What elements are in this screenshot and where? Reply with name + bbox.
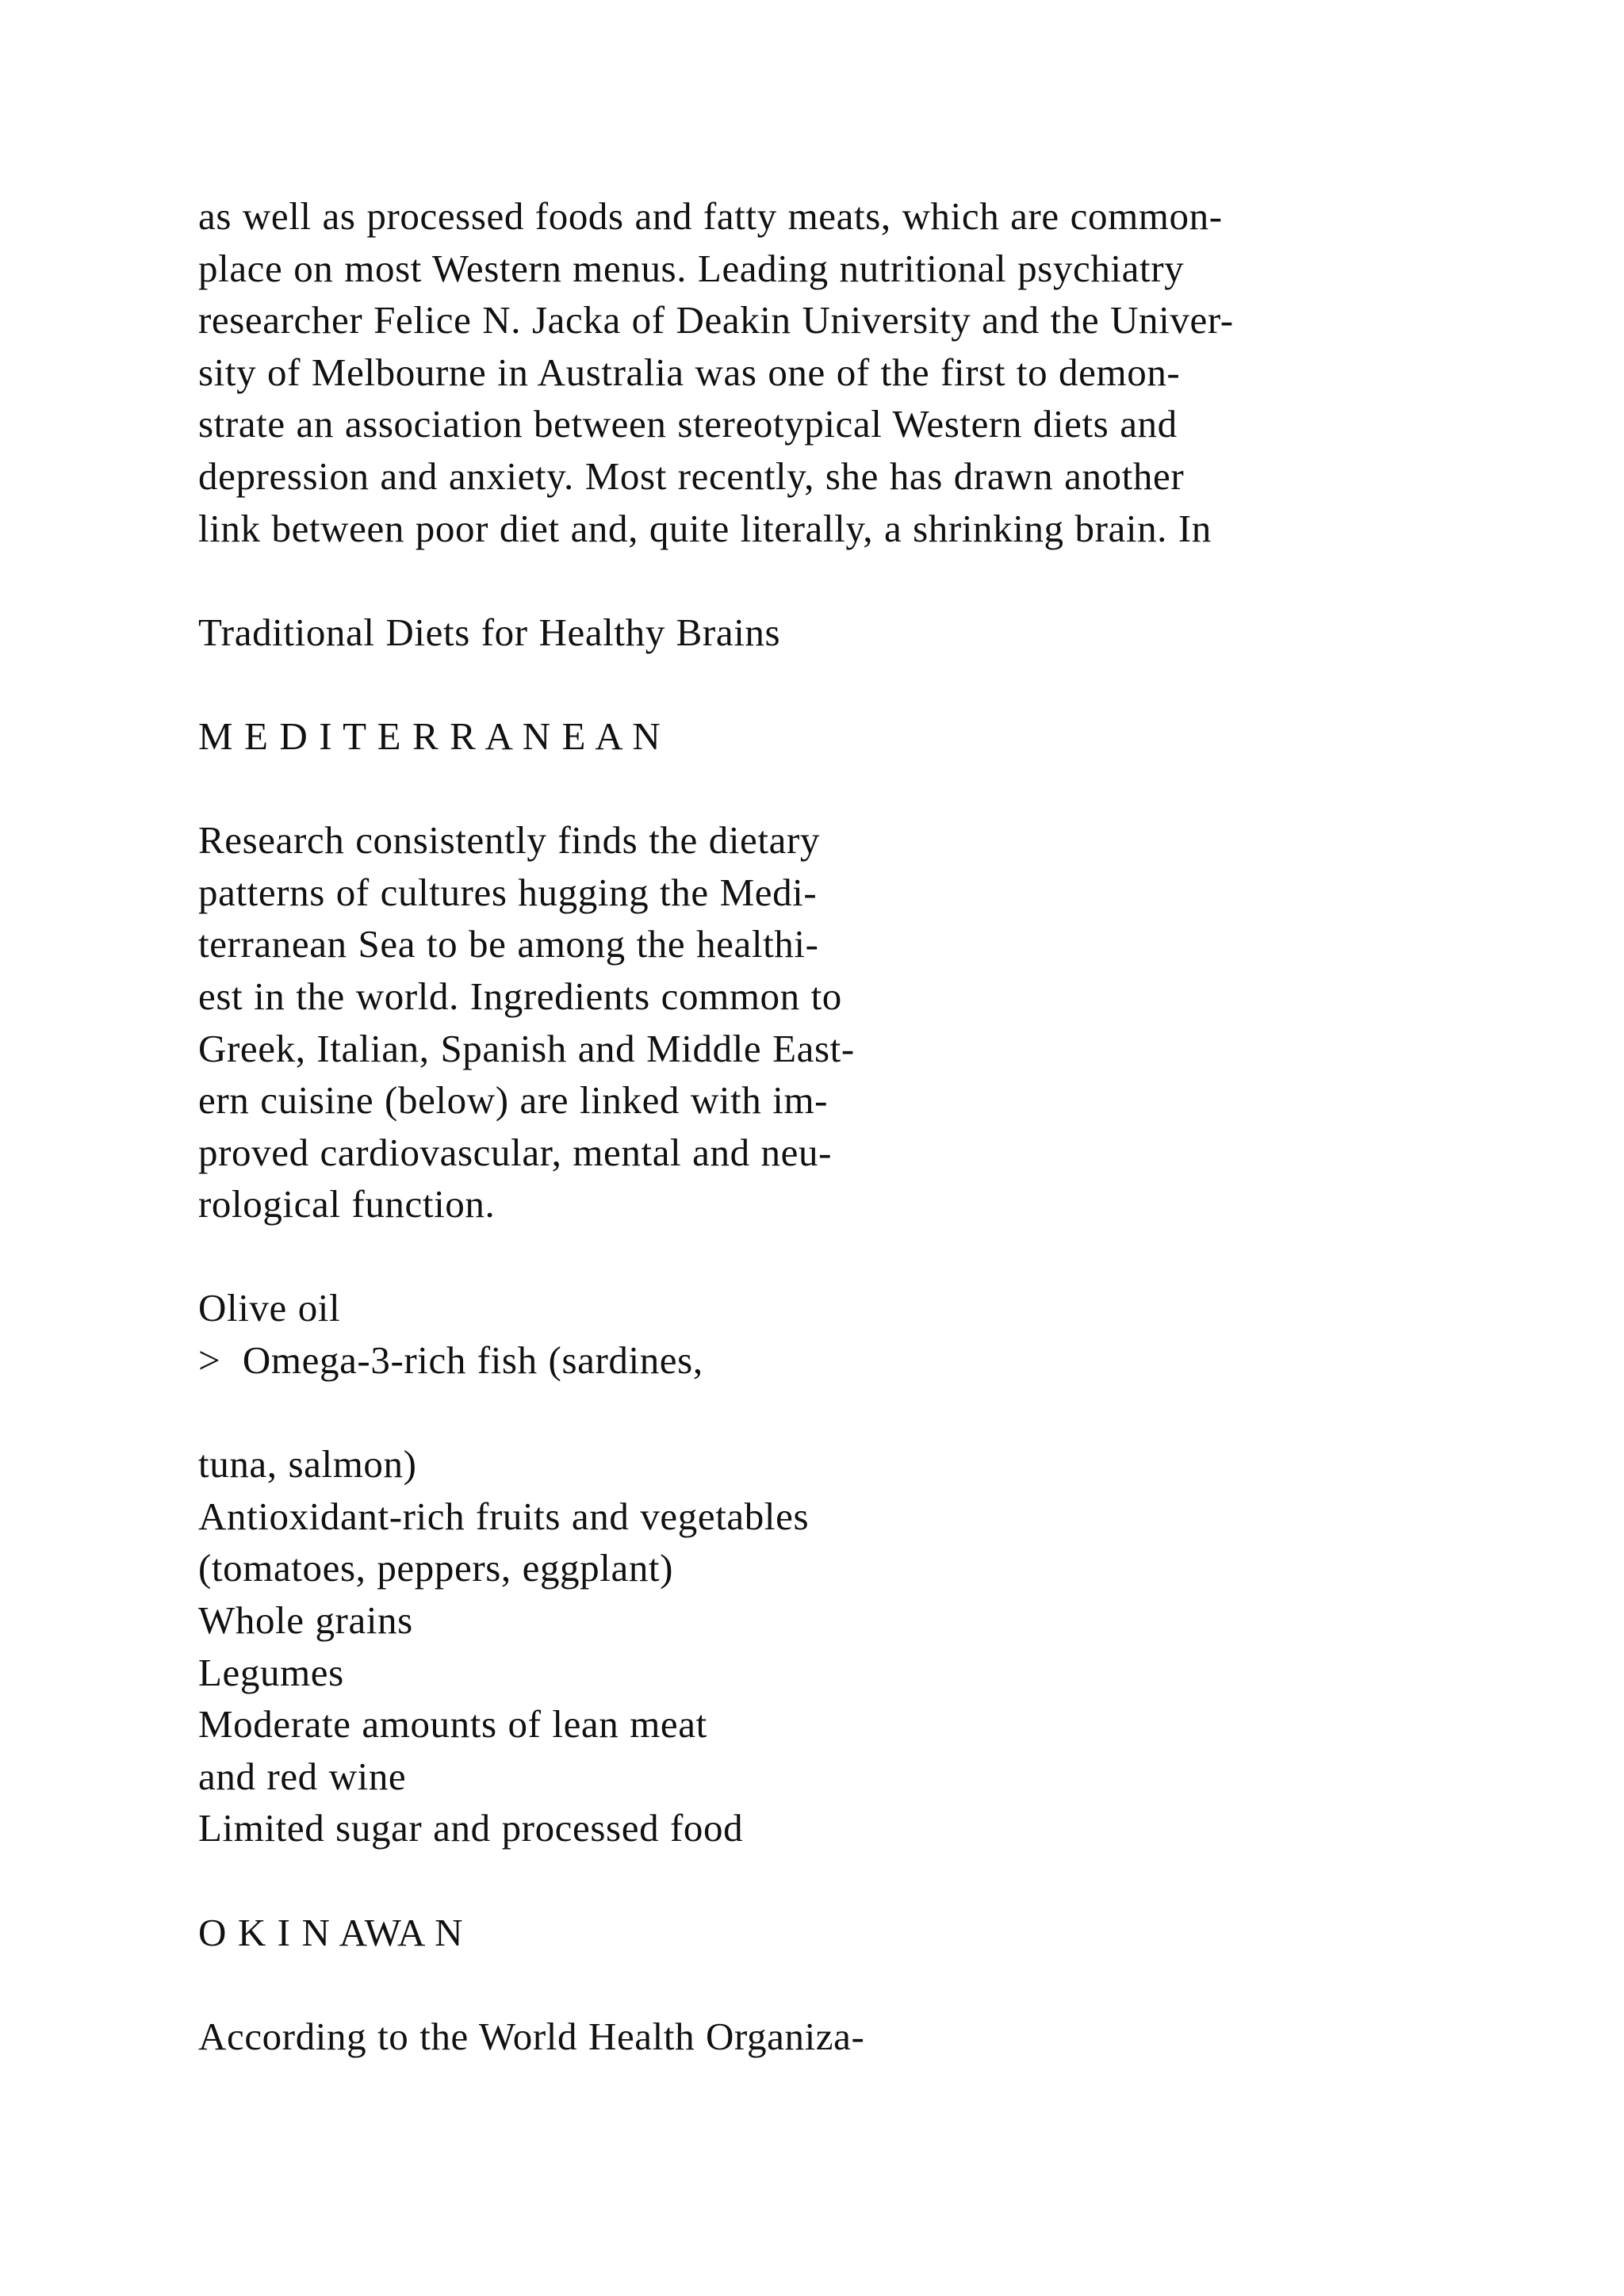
paragraph-line: According to the World Health Organiza-: [198, 2014, 865, 2058]
blank-line: [198, 554, 1499, 607]
list-item: (tomatoes, peppers, eggplant): [198, 1546, 674, 1590]
paragraph-line: strate an association between stereotypical Western diets and: [198, 402, 1178, 446]
list-item: > Omega-3-rich fish (sardines,: [198, 1338, 703, 1383]
paragraph-line: ern cuisine (below) are linked with im-: [198, 1078, 829, 1123]
blank-line: [198, 1958, 1499, 2011]
paragraph-line: place on most Western menus. Leading nutritional psychiatry: [198, 246, 1185, 290]
blank-line: [198, 1854, 1499, 1907]
mediterranean-list-a: [198, 1282, 1499, 1386]
paragraph-line: rological function.: [198, 1182, 496, 1226]
list-item: Legumes: [198, 1650, 344, 1694]
paragraph-line: Greek, Italian, Spanish and Middle East-: [198, 1026, 855, 1070]
okinawan-paragraph: [198, 2011, 1499, 2063]
paragraph-line: sity of Melbourne in Australia was one of the first to demon-: [198, 350, 1181, 394]
mediterranean-heading: M E D I T E R R A N E A N: [198, 714, 661, 758]
list-item: Antioxidant-rich fruits and vegetables: [198, 1494, 810, 1538]
list-item: tuna, salmon): [198, 1442, 417, 1487]
paragraph-line: researcher Felice N. Jacka of Deakin University and the Univer-: [198, 298, 1234, 342]
paragraph-line: depression and anxiety. Most recently, she has drawn another: [198, 453, 1185, 498]
blank-line: [198, 1387, 1499, 1439]
list-item: Moderate amounts of lean meat: [198, 1702, 707, 1747]
blank-line: [198, 763, 1499, 815]
paragraph-line: Research consistently finds the dietary: [198, 818, 820, 863]
blank-line: [198, 1230, 1499, 1283]
paragraph-line: patterns of cultures hugging the Medi-: [198, 870, 818, 914]
intro-paragraph: [198, 190, 1499, 554]
paragraph-line: est in the world. Ingredients common to: [198, 974, 842, 1018]
paragraph-line: as well as processed foods and fatty meats, which are common-: [198, 194, 1223, 238]
paragraph-line: terranean Sea to be among the healthi-: [198, 922, 819, 966]
list-item: Olive oil: [198, 1286, 341, 1330]
list-item: Limited sugar and processed food: [198, 1806, 744, 1850]
blank-line: [198, 658, 1499, 710]
list-item: Whole grains: [198, 1598, 413, 1643]
document-text: [198, 190, 1499, 2062]
sidebar-title: Traditional Diets for Healthy Brains: [198, 610, 781, 654]
mediterranean-list-b: [198, 1438, 1499, 1854]
paragraph-line: proved cardiovascular, mental and neu-: [198, 1130, 832, 1174]
paragraph-line: link between poor diet and, quite literally, a shrinking brain. In: [198, 506, 1212, 550]
mediterranean-paragraph: [198, 814, 1499, 1230]
okinawan-heading: O K I N AWA N: [198, 1910, 464, 1954]
list-item: and red wine: [198, 1754, 407, 1798]
